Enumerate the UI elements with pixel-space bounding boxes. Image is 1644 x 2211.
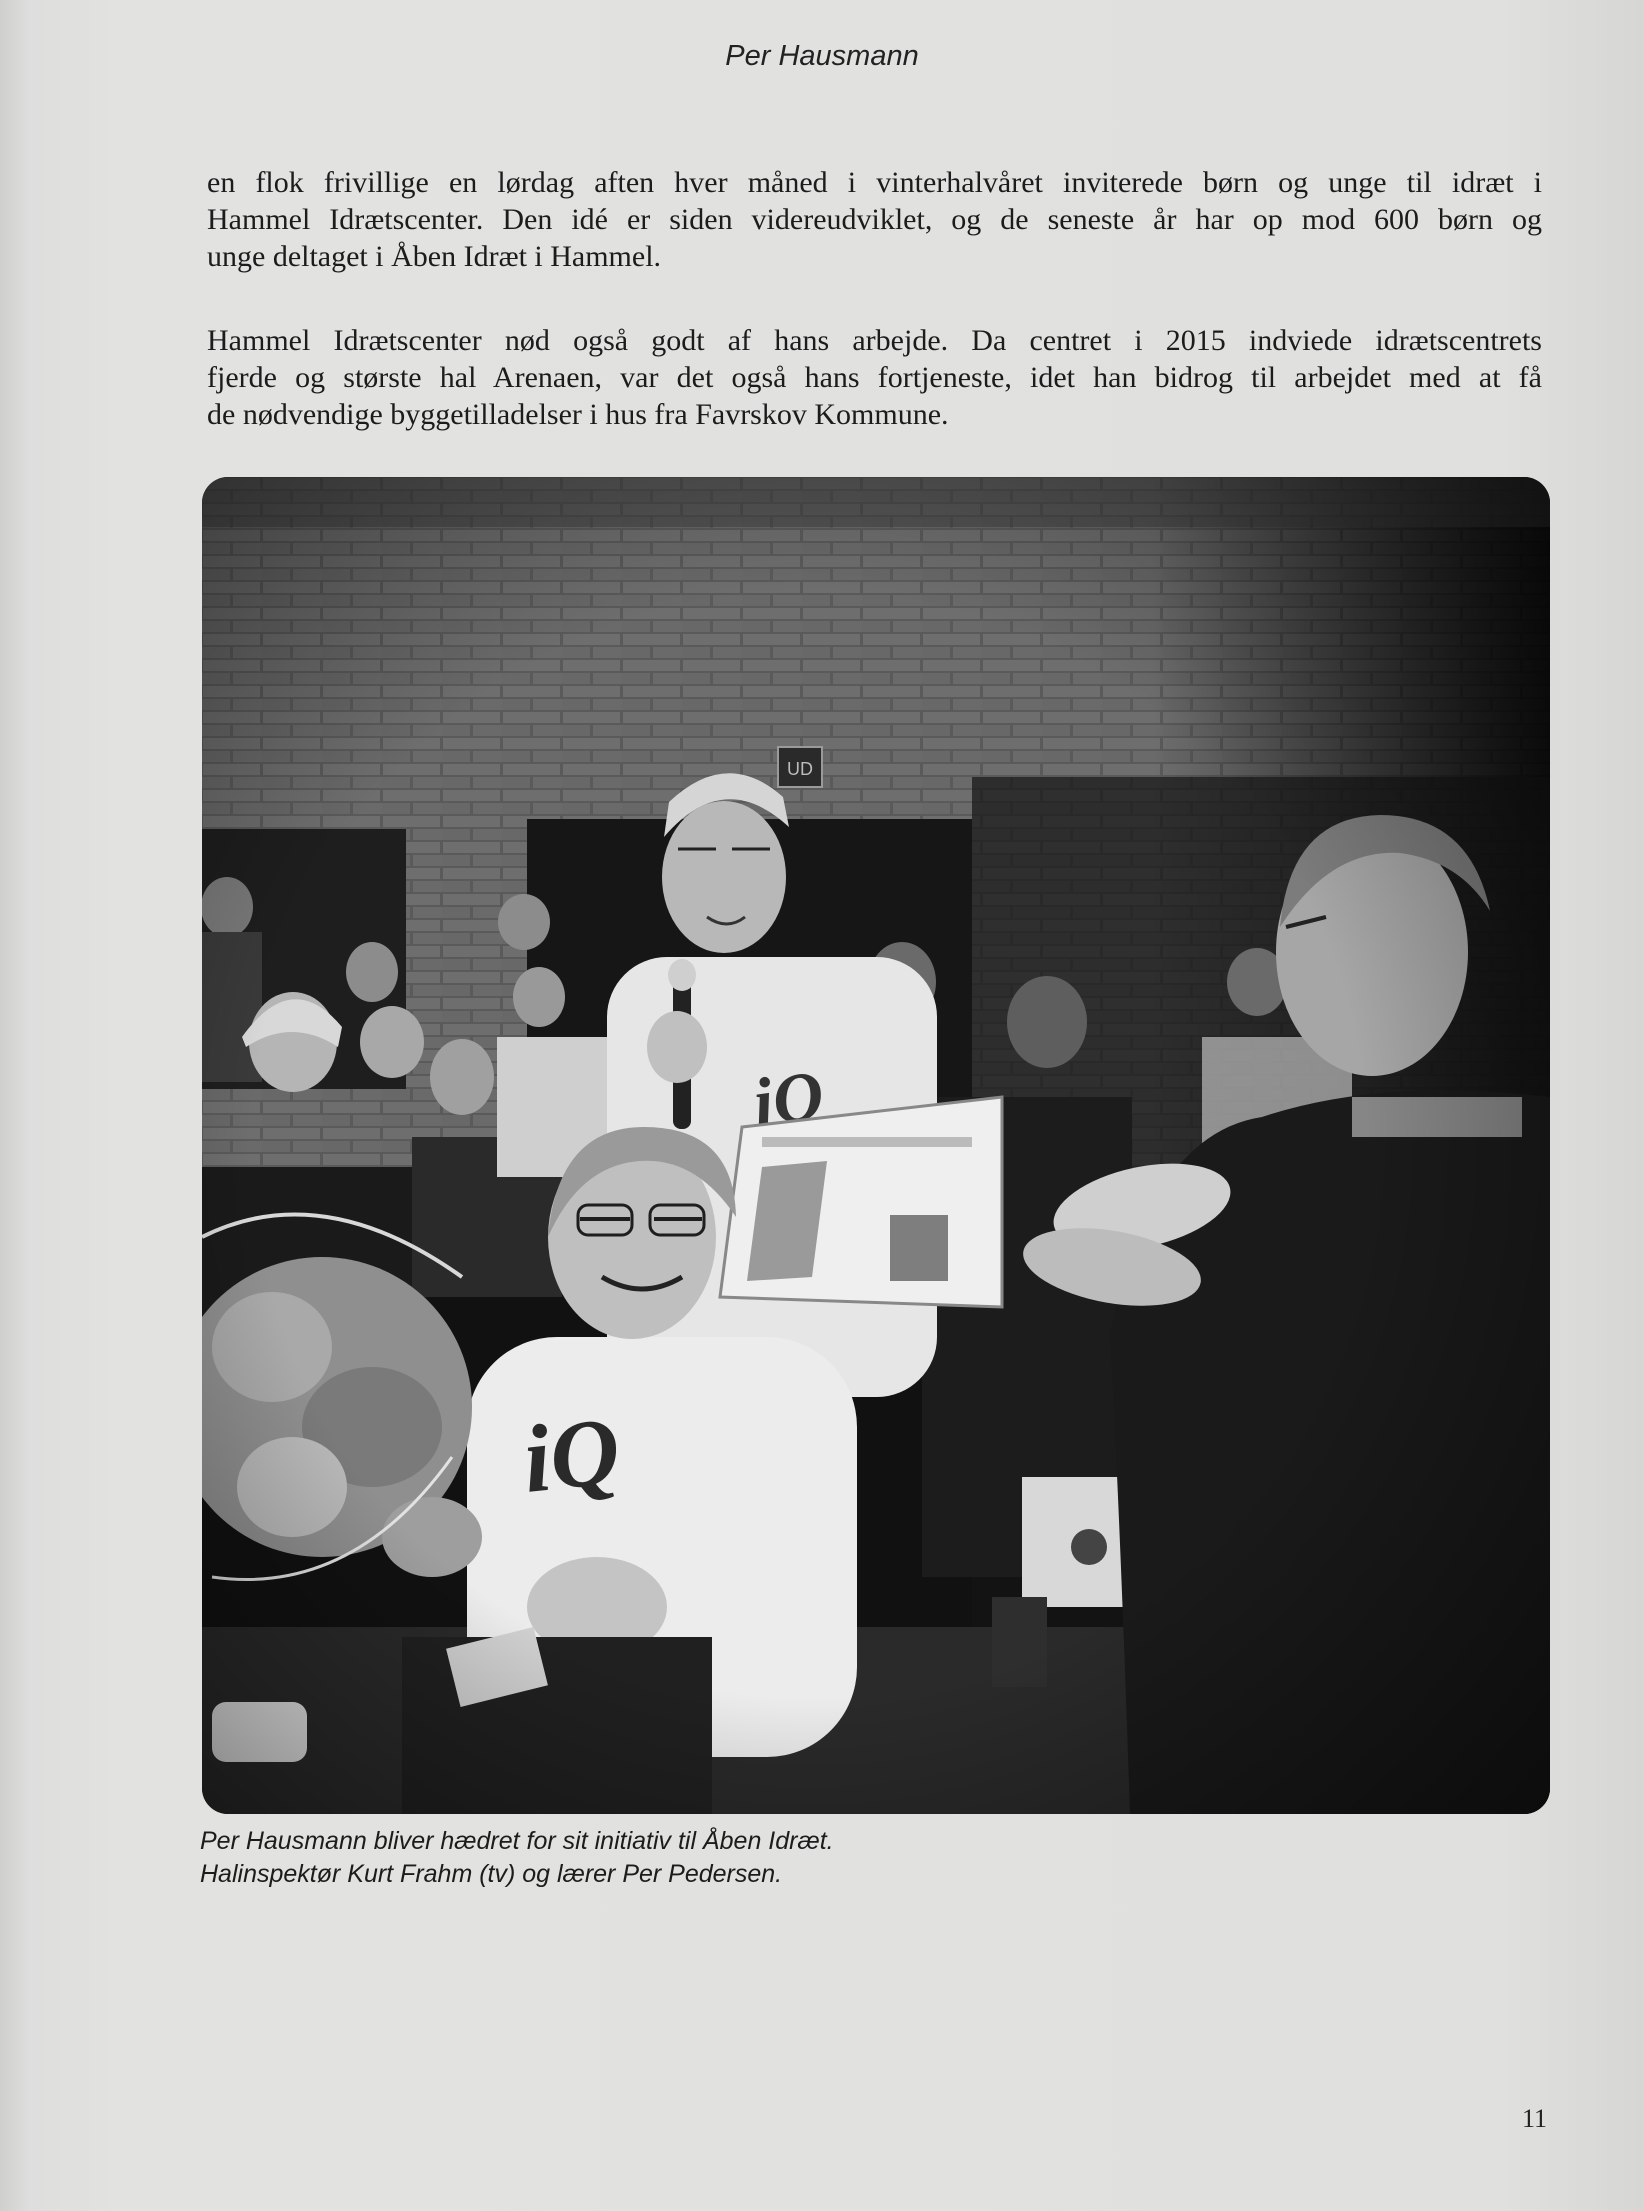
event-photo	[202, 477, 1550, 1814]
paragraph-line: Hammel Idrætscenter nød også godt af hans arbejde. Da centret i 2015 indviede idrætscentrets	[207, 324, 1542, 357]
paragraph-line: unge deltaget i Åben Idræt i Hammel.	[207, 240, 662, 273]
caption-line-1: Per Hausmann bliver hædret for sit initiativ til Åben Idræt.	[200, 1827, 834, 1855]
caption-line-2: Halinspektør Kurt Frahm (tv) og lærer Per Pedersen.	[200, 1860, 783, 1888]
paragraph-line: fjerde og største hal Arenaen, var det også hans fortjeneste, idet han bidrog til arbejdet med at få	[207, 361, 1542, 394]
paragraph-line: en flok frivillige en lørdag aften hver måned i vinterhalvåret inviterede børn og unge til idræt i	[207, 166, 1542, 199]
paragraph-2	[207, 322, 1542, 433]
running-header: Per Hausmann	[725, 40, 919, 72]
photo-illustration	[202, 477, 1550, 1814]
paragraph-1	[207, 164, 1542, 275]
page-number: 11	[1522, 2104, 1548, 2133]
paragraph-line: Hammel Idrætscenter. Den idé er siden videreudviklet, og de seneste år har op mod 600 børn og	[207, 203, 1542, 236]
photo-caption	[200, 1825, 1400, 1891]
paragraph-line: de nødvendige byggetilladelser i hus fra Favrskov Kommune.	[207, 398, 949, 431]
